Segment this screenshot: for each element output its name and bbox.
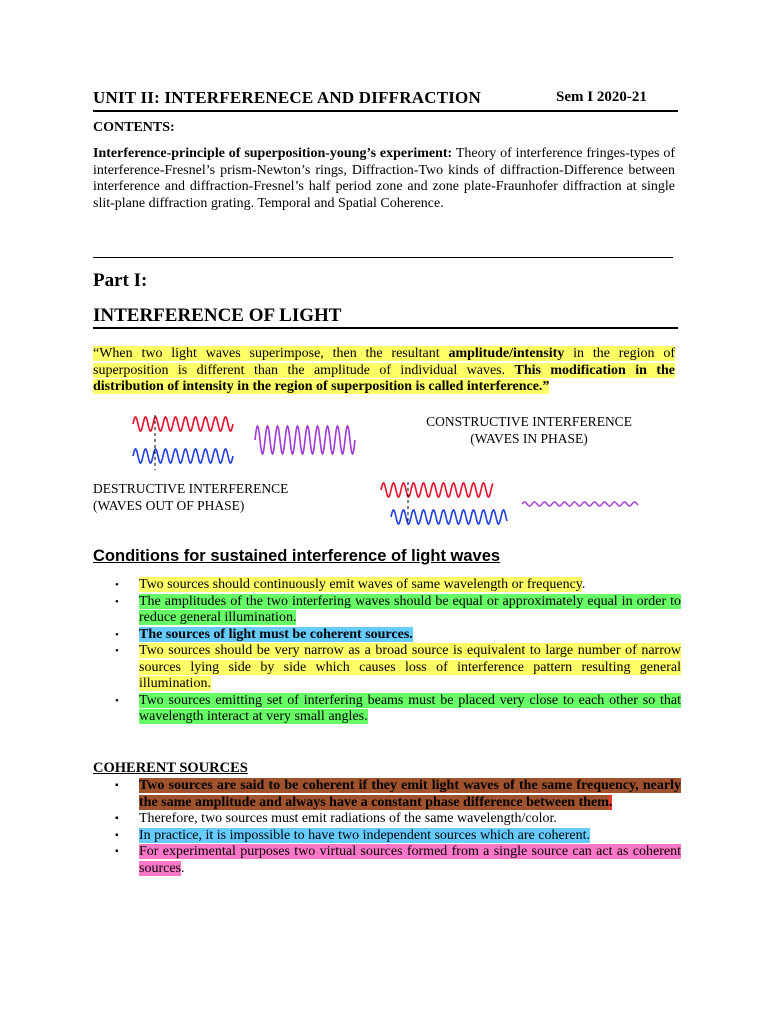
coherent-text: Therefore, two sources must emit radiations of the same wavelength/color.	[139, 811, 557, 826]
list-item	[93, 811, 681, 828]
list-item	[93, 577, 681, 594]
bullet-icon: •	[115, 694, 119, 707]
list-item	[93, 627, 681, 644]
condition-text: Two sources emitting set of interfering beams must be placed very close to each other so that wavelength interact at very small angles.	[139, 692, 681, 724]
semester-label: Sem I 2020-21	[556, 89, 647, 105]
bullet-icon: ▪	[115, 813, 119, 824]
section-title: INTERFERENCE OF LIGHT	[93, 305, 342, 326]
coherent-list	[93, 778, 681, 877]
list-item	[93, 844, 681, 877]
bullet-icon: ▪	[115, 780, 119, 791]
bullet-icon: •	[115, 579, 119, 591]
conditions-heading: Conditions for sustained interference of light waves	[93, 547, 501, 565]
condition-text: Two sources should continuously emit waves of same wavelength or frequency	[139, 577, 582, 592]
contents-body: Theory of interference fringes-types of interference-Fresnel’s prism-Newton’s rings, Diffraction-Two kinds of diffraction-Difference between interference and diffraction-Fresnel’s half period zone and zone plate-Fraunhofer diffraction at single slit-plane diffraction grating. Temporal and Spatial Coherence.	[93, 146, 675, 211]
contents-lead: Interference-principle of superposition-young’s experiment:	[93, 146, 453, 161]
condition-text: The amplitudes of the two interfering waves should be equal or approximately equal in order to reduce general illumination.	[139, 593, 681, 625]
destructive-caption-line2: (WAVES OUT OF PHASE)	[93, 498, 245, 513]
contents-heading: CONTENTS:	[93, 120, 175, 135]
destructive-caption-line1: DESTRUCTIVE INTERFERENCE	[93, 481, 289, 496]
coherent-text: In practice, it is impossible to have two independent sources which are coherent.	[139, 827, 590, 843]
bullet-icon: ▪	[115, 846, 119, 857]
list-item	[93, 693, 681, 726]
list-item	[93, 828, 681, 845]
bullet-icon: ▪	[115, 829, 119, 841]
definition-bold-statement: This modification in the distribution of intensity in the region of superposition is called interference.”	[93, 362, 675, 394]
coherent-period: .	[181, 860, 185, 876]
constructive-caption-line1: CONSTRUCTIVE INTERFERENCE	[426, 414, 632, 429]
coherent-period: .	[608, 794, 613, 810]
bullet-icon: •	[115, 595, 119, 608]
coherent-definition: Two sources are said to be coherent if they emit light waves of the same frequency, nearly the same amplitude and always have a constant phase difference between them	[139, 778, 681, 810]
condition-text: Two sources should be very narrow as a broad source is equivalent to large number of narrow sources lying side by side which causes loss of interference pattern resulting general illumination.	[139, 643, 681, 691]
condition-text: The sources of light must be coherent sources.	[139, 626, 413, 642]
list-item	[93, 594, 681, 627]
definition-text-1: “When two light waves superimpose, then the resultant	[93, 346, 449, 361]
unit-title: UNIT II: INTERFERENECE AND DIFFRACTION	[93, 88, 481, 107]
constructive-resultant-wave	[255, 426, 355, 454]
coherent-sources-heading: COHERENT SOURCES	[93, 760, 248, 776]
constructive-blue-wave	[133, 449, 233, 463]
list-item	[93, 778, 681, 811]
list-item	[93, 643, 681, 693]
condition-period: .	[581, 577, 586, 592]
destructive-resultant-wave	[522, 502, 638, 506]
constructive-caption-line2: (WAVES IN PHASE)	[470, 431, 588, 446]
destructive-caption	[93, 480, 288, 514]
bullet-icon: •	[115, 645, 119, 657]
definition-emphasis: amplitude/intensity	[448, 346, 565, 361]
part-heading: Part I:	[93, 270, 148, 291]
constructive-red-wave	[133, 417, 233, 431]
bullet-icon: •	[115, 628, 119, 641]
coherent-text: For experimental purposes two virtual sources formed from a single source can act as coherent sources	[139, 844, 681, 876]
destructive-red-wave	[381, 483, 493, 497]
constructive-caption	[398, 413, 660, 447]
definition-text-2: in the region of superposition is different than the amplitude of individual waves.	[93, 346, 675, 378]
conditions-list	[93, 577, 681, 726]
